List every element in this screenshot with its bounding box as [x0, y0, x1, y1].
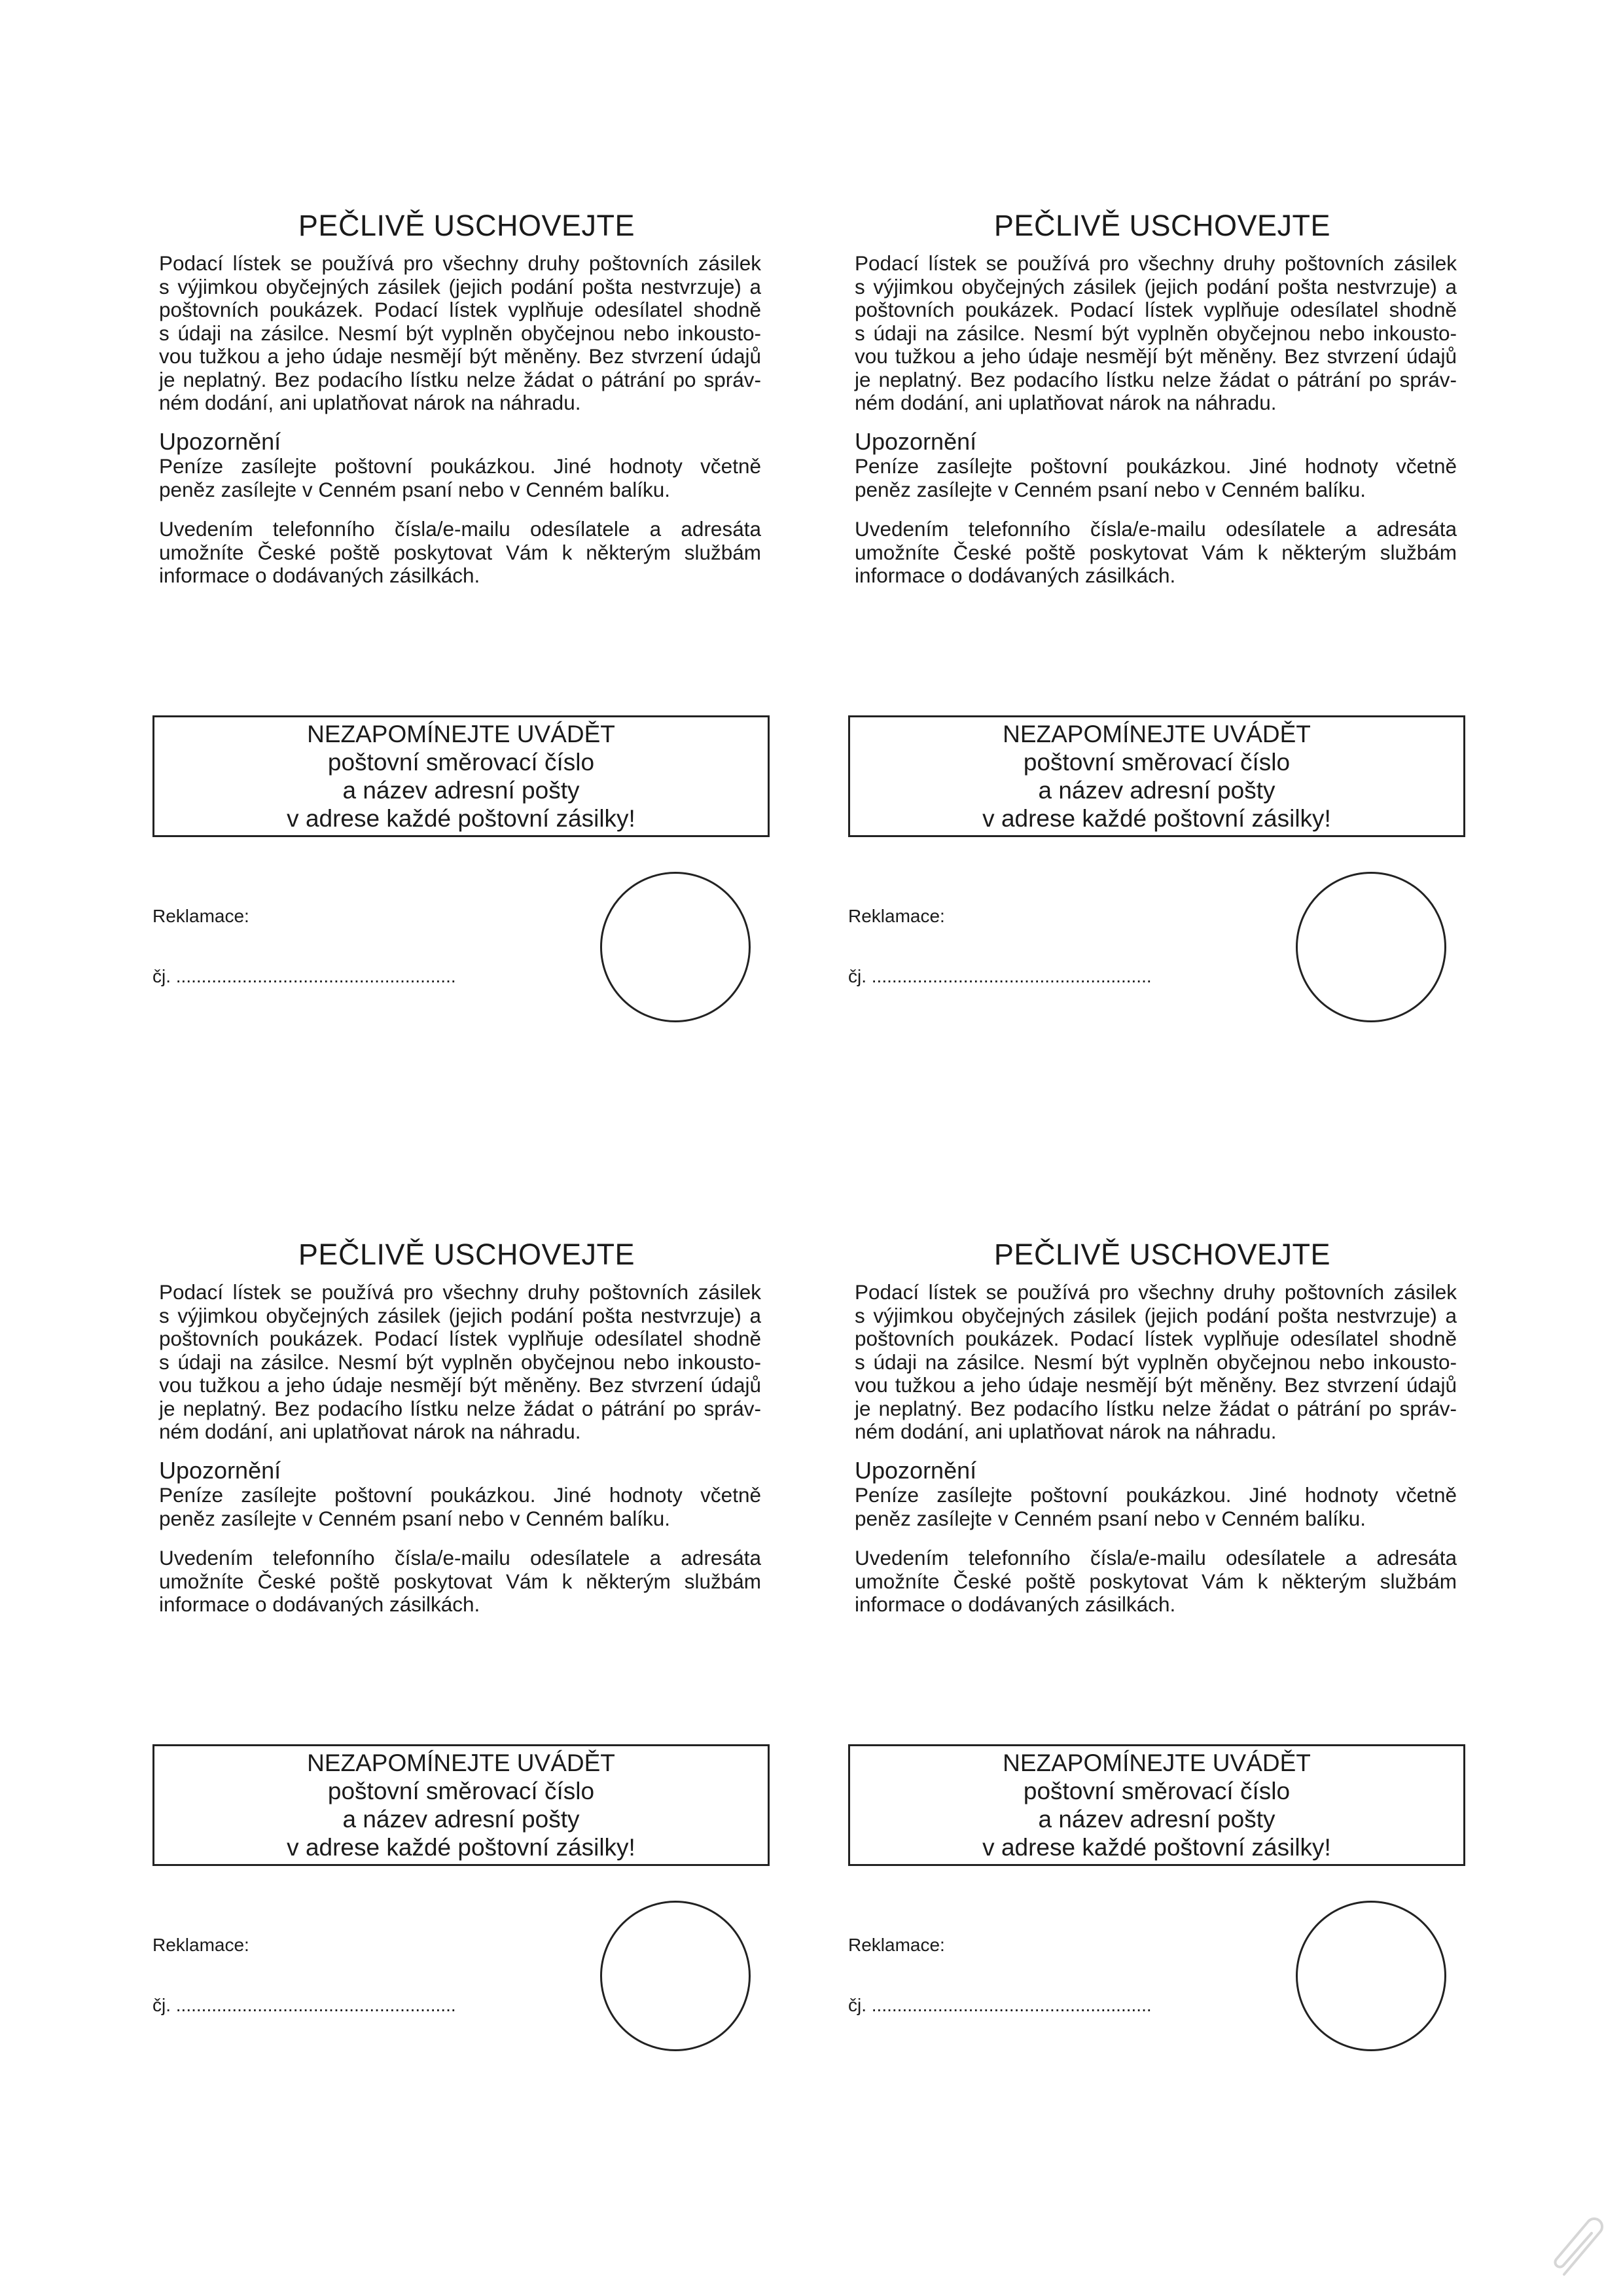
warning-paragraph [159, 455, 761, 501]
receipt-block-bottom-left [152, 1235, 846, 2151]
warning-heading: Upozornění [855, 1457, 977, 1484]
paperclip-icon [1544, 2212, 1616, 2284]
text-line: umožníte České poště poskytovat Vám k některým službám [159, 1569, 761, 1593]
text-line: ném dodání, ani uplatňovat nárok na náhradu. [159, 391, 581, 414]
text-line: Podací lístek se používá pro všechny druhy poštovních zásilek [855, 1280, 1457, 1304]
text-line: informace o dodávaných zásilkách. [855, 564, 1176, 587]
text-line: s výjimkou obyčejných zásilek (jejich podání pošta nestvrzuje) a [855, 274, 1457, 298]
text-line: poštovních poukázek. Podací lístek vyplňuje odesílatel shodně [855, 1327, 1457, 1350]
usage-paragraph [159, 1281, 761, 1444]
text-line: umožníte České poště poskytovat Vám k některým službám [855, 540, 1457, 564]
text-line: s údaji na zásilce. Nesmí být vyplněn obyčejnou nebo inkousto- [855, 321, 1457, 345]
contact-paragraph [159, 1547, 761, 1617]
notice-line: v adrese každé poštovní zásilky! [287, 1834, 635, 1861]
text-line: Podací lístek se používá pro všechny druhy poštovních zásilek [159, 251, 761, 275]
text-line: Uvedením telefonního čísla/e-mailu odesílatele a adresáta [855, 517, 1457, 541]
warning-heading: Upozornění [159, 428, 281, 455]
notice-line: NEZAPOMÍNEJTE UVÁDĚT [307, 1749, 615, 1776]
text-line: peněz zasílejte v Cenném psaní nebo v Cenném balíku. [159, 1506, 670, 1530]
stamp-circle [600, 1901, 751, 2051]
text-line: vou tužkou a jeho údaje nesmějí být měněny. Bez stvrzení údajů [855, 1373, 1457, 1397]
notice-line: poštovní směrovací číslo [1023, 1778, 1291, 1804]
notice-box [152, 715, 770, 837]
reference-number-field: čj. ....................................................... [152, 1995, 456, 2015]
text-line: Podací lístek se používá pro všechny druhy poštovních zásilek [855, 251, 1457, 275]
text-line: poštovních poukázek. Podací lístek vyplňuje odesílatel shodně [159, 298, 761, 321]
text-line: informace o dodávaných zásilkách. [159, 1592, 480, 1616]
text-line: umožníte České poště poskytovat Vám k některým službám [855, 1569, 1457, 1593]
text-line: ném dodání, ani uplatňovat nárok na náhradu. [159, 1420, 581, 1443]
text-line: Uvedením telefonního čísla/e-mailu odesílatele a adresáta [159, 517, 761, 541]
stamp-circle [1296, 1901, 1446, 2051]
text-line: poštovních poukázek. Podací lístek vyplňuje odesílatel shodně [855, 298, 1457, 321]
reklamace-label: Reklamace: [848, 1935, 945, 1955]
notice-line: NEZAPOMÍNEJTE UVÁDĚT [307, 721, 615, 747]
reference-number-field: čj. ....................................................... [152, 966, 456, 986]
reklamace-label: Reklamace: [152, 906, 249, 926]
text-line: s údaji na zásilce. Nesmí být vyplněn obyčejnou nebo inkousto- [855, 1350, 1457, 1374]
receipt-block-bottom-right [848, 1235, 1542, 2151]
notice-line: poštovní směrovací číslo [1023, 749, 1291, 776]
notice-line: v adrese každé poštovní zásilky! [982, 1834, 1331, 1861]
usage-paragraph [855, 1281, 1457, 1444]
text-line: Peníze zasílejte poštovní poukázkou. Jiné hodnoty včetně [855, 1483, 1457, 1507]
receipt-block-top-right [848, 206, 1542, 1122]
text-line: s údaji na zásilce. Nesmí být vyplněn obyčejnou nebo inkousto- [159, 1350, 761, 1374]
stamp-circle [600, 872, 751, 1022]
notice-line: poštovní směrovací číslo [327, 1778, 595, 1804]
notice-box [848, 715, 1465, 837]
reklamace-label: Reklamace: [152, 1935, 249, 1955]
text-line: vou tužkou a jeho údaje nesmějí být měněny. Bez stvrzení údajů [159, 344, 761, 368]
text-line: je neplatný. Bez podacího lístku nelze žádat o pátrání po správ- [855, 1396, 1457, 1420]
text-line: je neplatný. Bez podacího lístku nelze žádat o pátrání po správ- [159, 1396, 761, 1420]
reference-number-field: čj. ....................................................... [848, 1995, 1152, 2015]
text-line: je neplatný. Bez podacího lístku nelze žádat o pátrání po správ- [855, 367, 1457, 391]
text-line: s výjimkou obyčejných zásilek (jejich podání pošta nestvrzuje) a [159, 274, 761, 298]
text-line: vou tužkou a jeho údaje nesmějí být měněny. Bez stvrzení údajů [855, 344, 1457, 368]
receipt-block-top-left [152, 206, 846, 1122]
text-line: ném dodání, ani uplatňovat nárok na náhradu. [855, 391, 1277, 414]
warning-heading: Upozornění [855, 428, 977, 455]
notice-line: a název adresní pošty [342, 777, 580, 804]
text-line: Peníze zasílejte poštovní poukázkou. Jiné hodnoty včetně [159, 454, 761, 478]
notice-line: a název adresní pošty [1038, 1806, 1275, 1833]
text-line: Uvedením telefonního čísla/e-mailu odesílatele a adresáta [159, 1546, 761, 1570]
text-line: peněz zasílejte v Cenném psaní nebo v Cenném balíku. [855, 1506, 1366, 1530]
text-line: ném dodání, ani uplatňovat nárok na náhradu. [855, 1420, 1277, 1443]
notice-line: a název adresní pošty [1038, 777, 1275, 804]
notice-line: NEZAPOMÍNEJTE UVÁDĚT [1003, 1749, 1311, 1776]
text-line: vou tužkou a jeho údaje nesmějí být měněny. Bez stvrzení údajů [159, 1373, 761, 1397]
text-line: peněz zasílejte v Cenném psaní nebo v Cenném balíku. [855, 477, 1366, 501]
text-line: informace o dodávaných zásilkách. [159, 564, 480, 587]
reklamace-label: Reklamace: [848, 906, 945, 926]
warning-heading: Upozornění [159, 1457, 281, 1484]
notice-line: NEZAPOMÍNEJTE UVÁDĚT [1003, 721, 1311, 747]
text-line: umožníte České poště poskytovat Vám k některým službám [159, 540, 761, 564]
block-title: PEČLIVĚ USCHOVEJTE [993, 1238, 1331, 1271]
notice-line: v adrese každé poštovní zásilky! [287, 805, 635, 832]
block-title: PEČLIVĚ USCHOVEJTE [298, 209, 635, 242]
text-line: Podací lístek se používá pro všechny druhy poštovních zásilek [159, 1280, 761, 1304]
warning-paragraph [159, 1484, 761, 1530]
notice-line: a název adresní pošty [342, 1806, 580, 1833]
text-line: Uvedením telefonního čísla/e-mailu odesílatele a adresáta [855, 1546, 1457, 1570]
warning-paragraph [855, 455, 1457, 501]
warning-paragraph [855, 1484, 1457, 1530]
text-line: je neplatný. Bez podacího lístku nelze žádat o pátrání po správ- [159, 367, 761, 391]
contact-paragraph [855, 1547, 1457, 1617]
usage-paragraph [855, 252, 1457, 415]
text-line: s výjimkou obyčejných zásilek (jejich podání pošta nestvrzuje) a [855, 1303, 1457, 1327]
block-title: PEČLIVĚ USCHOVEJTE [298, 1238, 635, 1271]
text-line: Peníze zasílejte poštovní poukázkou. Jiné hodnoty včetně [855, 454, 1457, 478]
notice-line: v adrese každé poštovní zásilky! [982, 805, 1331, 832]
block-title: PEČLIVĚ USCHOVEJTE [993, 209, 1331, 242]
usage-paragraph [159, 252, 761, 415]
text-line: s údaji na zásilce. Nesmí být vyplněn obyčejnou nebo inkousto- [159, 321, 761, 345]
text-line: peněz zasílejte v Cenném psaní nebo v Cenném balíku. [159, 477, 670, 501]
notice-box [848, 1744, 1465, 1866]
text-line: s výjimkou obyčejných zásilek (jejich podání pošta nestvrzuje) a [159, 1303, 761, 1327]
reference-number-field: čj. ....................................................... [848, 966, 1152, 986]
text-line: poštovních poukázek. Podací lístek vyplňuje odesílatel shodně [159, 1327, 761, 1350]
notice-box [152, 1744, 770, 1866]
text-line: Peníze zasílejte poštovní poukázkou. Jiné hodnoty včetně [159, 1483, 761, 1507]
notice-line: poštovní směrovací číslo [327, 749, 595, 776]
stamp-circle [1296, 872, 1446, 1022]
contact-paragraph [159, 518, 761, 588]
text-line: informace o dodávaných zásilkách. [855, 1592, 1176, 1616]
contact-paragraph [855, 518, 1457, 588]
